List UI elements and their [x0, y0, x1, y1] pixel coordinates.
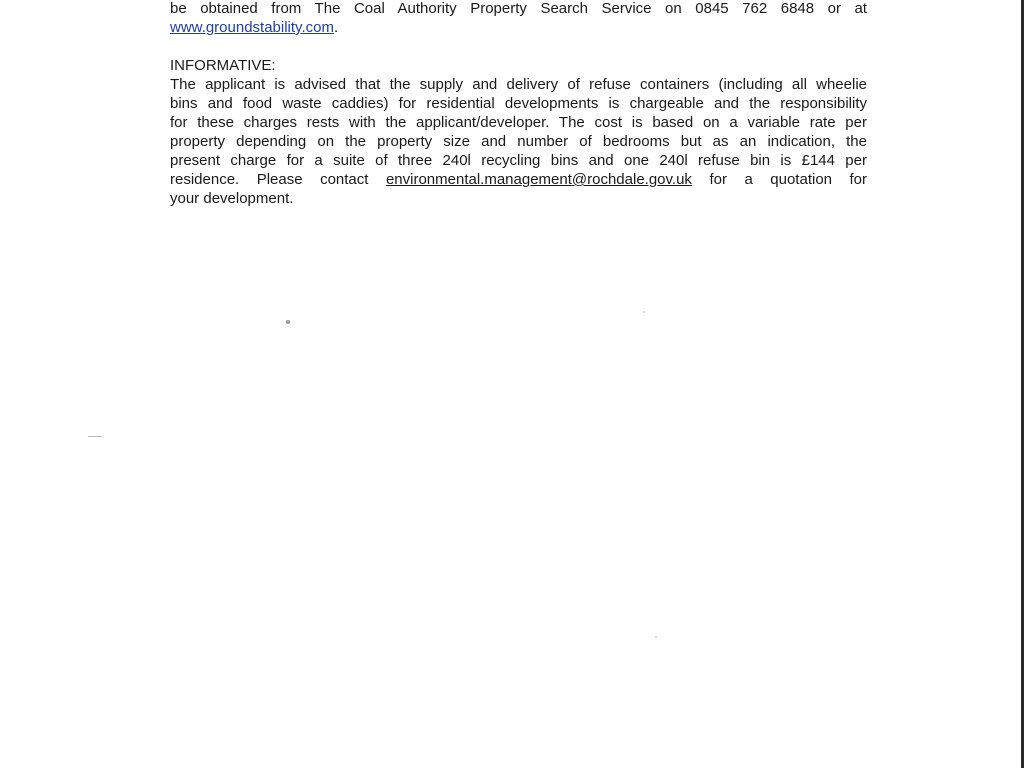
paragraph-line: be obtained from The Coal Authority Property Search Service on 0845 762 6848 or at — [170, 0, 867, 17]
groundstability-link[interactable]: www.groundstability.com — [170, 19, 334, 36]
paragraph-line: your development. — [170, 190, 294, 207]
scan-mark — [88, 436, 102, 437]
informative-heading: INFORMATIVE: — [170, 57, 276, 74]
paragraph-line: bins and food waste caddies) for residential developments is chargeable and the responsibility — [170, 95, 867, 112]
paragraph-line: property depending on the property size and number of bedrooms but as an indication, the — [170, 133, 867, 150]
line-text: for a quotation for — [709, 171, 867, 188]
paragraph-line: present charge for a suite of three 240l recycling bins and one 240l refuse bin is £144 per — [170, 152, 867, 169]
informative-section — [170, 56, 867, 208]
paragraph-line: for these charges rests with the applicant/developer. The cost is based on a variable rate per — [170, 114, 867, 131]
paragraph-line — [170, 170, 867, 189]
scan-speck — [643, 311, 645, 313]
scan-speck — [286, 320, 290, 324]
link-suffix: . — [333, 19, 339, 36]
coal-authority-paragraph — [170, 0, 867, 37]
line-text: residence. Please contact — [170, 171, 369, 188]
paragraph-line — [170, 18, 867, 37]
scan-speck — [655, 636, 657, 638]
email-link[interactable]: environmental.management@rochdale.gov.uk — [385, 171, 692, 188]
paragraph-line: The applicant is advised that the supply and delivery of refuse containers (including all wheelie — [170, 76, 867, 93]
